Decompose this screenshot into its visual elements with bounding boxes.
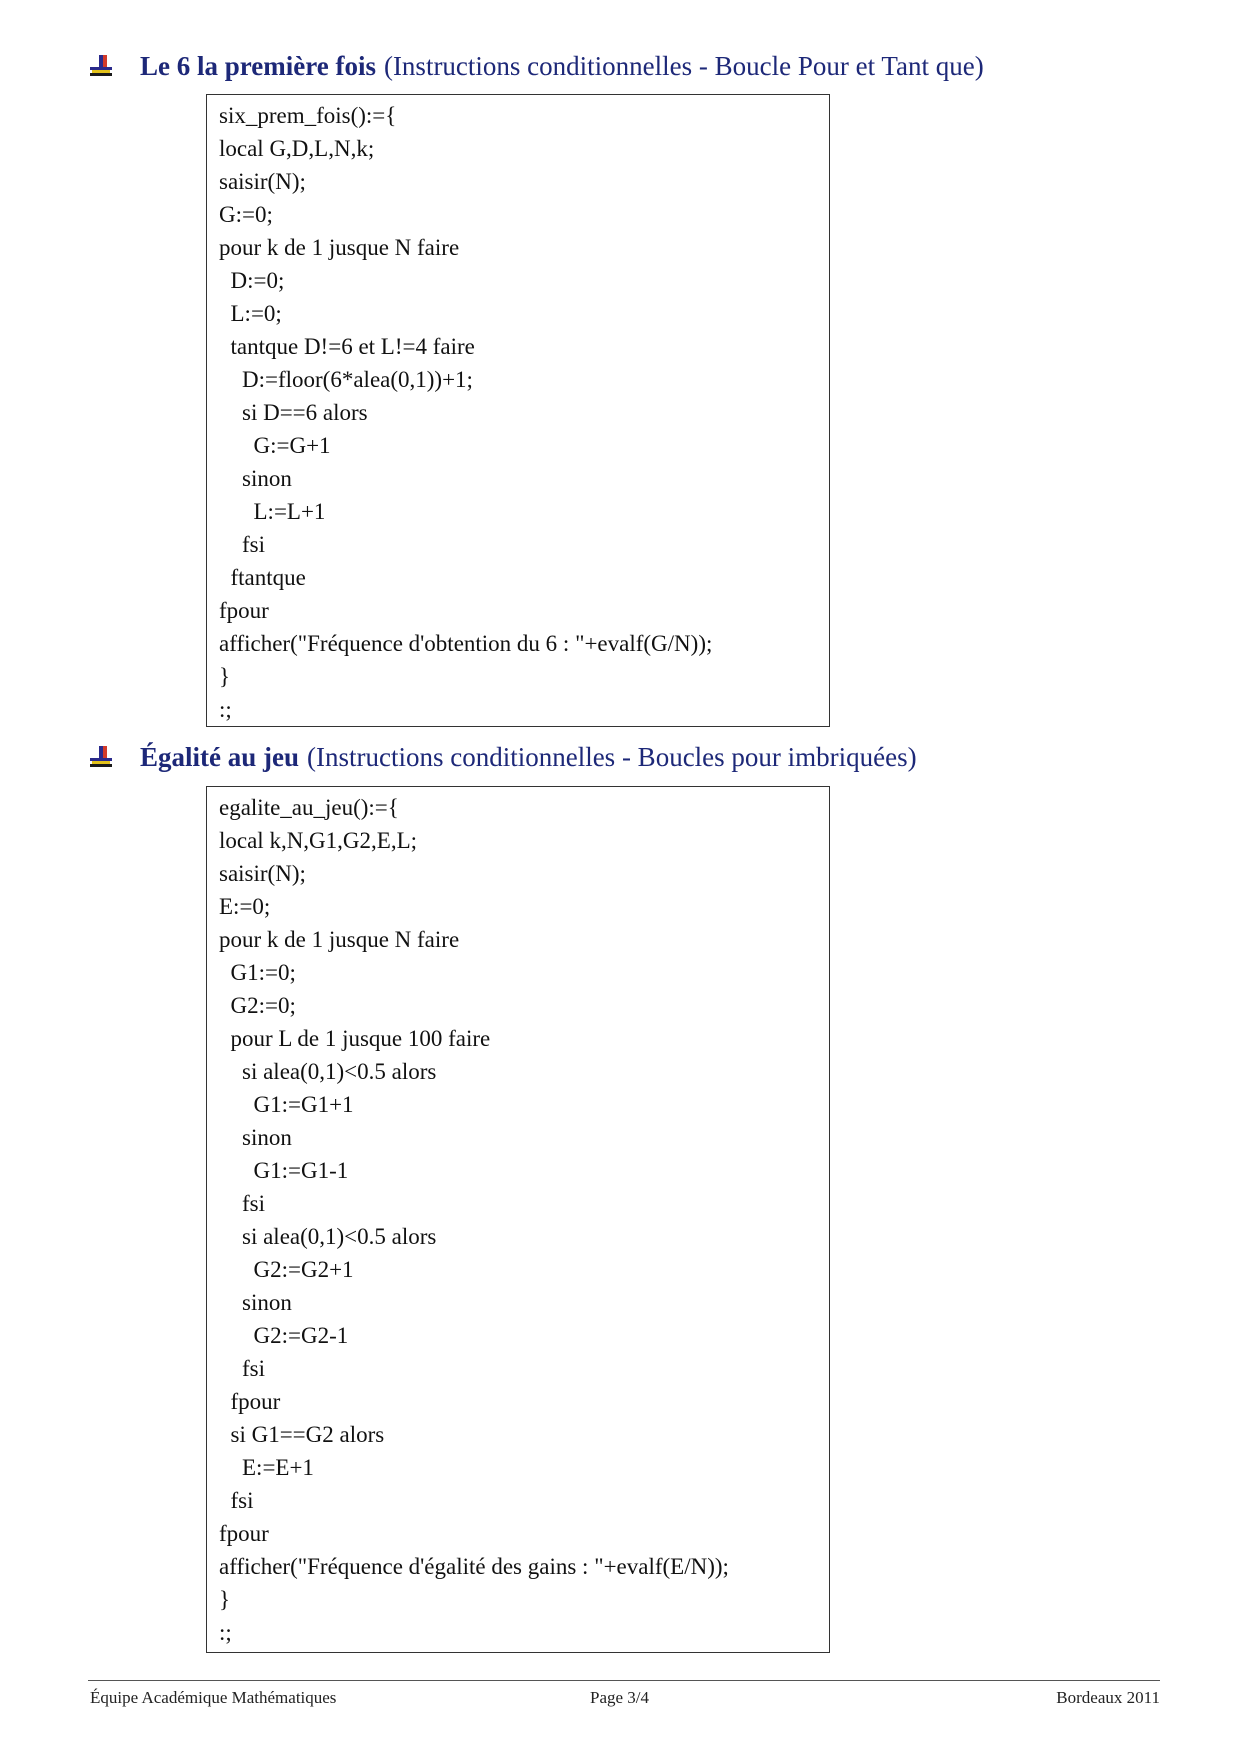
code-line: fpour [219,598,269,623]
code-line: G1:=G1+1 [219,1092,354,1117]
code-line: fsi [219,1356,265,1381]
code-line: local k,N,G1,G2,E,L; [219,828,418,853]
code-line: six_prem_fois():={ [219,103,397,128]
code-line: ftantque [219,565,306,590]
code-line: :; [219,1620,232,1645]
code-line: E:=E+1 [219,1455,314,1480]
section-title-bold: Égalité au jeu [140,741,299,772]
code-line: } [219,664,231,689]
code-line: tantque D!=6 et L!=4 faire [219,334,475,359]
code-block [206,786,830,1653]
code-line: sinon [219,1290,292,1315]
code-line: fpour [219,1521,269,1546]
code-line: G:=G+1 [219,433,331,458]
code-line: G2:=G2+1 [219,1257,354,1282]
code-line: pour L de 1 jusque 100 faire [219,1026,491,1051]
bullet-icon [90,746,112,768]
code-line: G1:=0; [219,960,296,985]
code-line: sinon [219,1125,292,1150]
code-line: fsi [219,532,265,557]
footer-page-number: Page 3/4 [590,1688,650,1707]
code-line: E:=0; [219,894,271,919]
code-line: afficher("Fréquence d'égalité des gains : "+evalf(E/N)); [219,1554,729,1579]
section-title-bold: Le 6 la première fois [140,50,376,81]
code-line: afficher("Fréquence d'obtention du 6 : "+evalf(G/N)); [219,631,713,656]
code-line: si alea(0,1)<0.5 alors [219,1059,437,1084]
code-line: saisir(N); [219,169,306,194]
code-line: local G,D,L,N,k; [219,136,375,161]
section-title-subtitle: (Instructions conditionnelles - Boucles pour imbriquées) [307,741,917,772]
section-title-subtitle: (Instructions conditionnelles - Boucle Pour et Tant que) [383,50,984,81]
code-line: } [219,1587,231,1612]
code-line: pour k de 1 jusque N faire [219,927,460,952]
code-line: saisir(N); [219,861,306,886]
footer-left: Équipe Académique Mathématiques [90,1688,337,1707]
code-line: D:=0; [219,268,285,293]
code-line: D:=floor(6*alea(0,1))+1; [219,367,473,392]
code-line: sinon [219,466,292,491]
code-line: si D==6 alors [219,400,368,425]
bullet-icon [90,55,112,77]
code-line: G1:=G1-1 [219,1158,349,1183]
section-title-1 [90,46,984,86]
section-title-2 [90,737,917,777]
code-line: si G1==G2 alors [219,1422,385,1447]
code-block [206,94,830,727]
code-line: egalite_au_jeu():={ [219,795,399,820]
code-line: si alea(0,1)<0.5 alors [219,1224,437,1249]
footer-right: Bordeaux 2011 [1056,1688,1160,1707]
code-line: fpour [219,1389,281,1414]
code-line: L:=L+1 [219,499,326,524]
code-line: fsi [219,1191,265,1216]
footer-divider [88,1680,1160,1681]
code-line: G:=0; [219,202,273,227]
code-line: L:=0; [219,301,282,326]
code-line: fsi [219,1488,254,1513]
code-line: G2:=0; [219,993,296,1018]
code-line: :; [219,697,232,722]
code-line: pour k de 1 jusque N faire [219,235,460,260]
code-line: G2:=G2-1 [219,1323,349,1348]
